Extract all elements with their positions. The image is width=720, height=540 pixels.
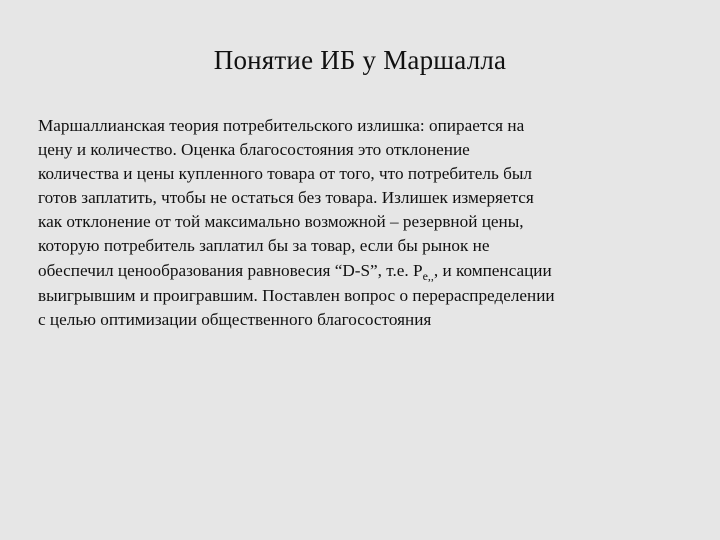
price-subscript: е,, [422, 268, 434, 283]
body-line-8: выигрывшим и проигравшим. Поставлен вопрос о перераспределении [38, 285, 555, 305]
body-line-7-after: , и компенсации [433, 260, 552, 280]
body-line-3: количества и цены купленного товара от того, что потребитель был [38, 164, 533, 184]
body-line-5: как отклонение от той максимально возможной – резервной цены, [38, 212, 524, 232]
slide-title: Понятие ИБ у Маршалла [213, 45, 507, 75]
body-line-9: с целью оптимизации общественного благосостояния [38, 309, 432, 329]
body-line-1: Маршаллианская теория потребительского излишка: опирается на [38, 116, 525, 135]
body-line-7 [38, 259, 658, 284]
body-line-7-before: обеспечил ценообразования равновесия “D-S”, т.е. P [38, 260, 423, 280]
body-line-4: готов заплатить, чтобы не остаться без товара. Излишек измеряется [38, 188, 534, 208]
body-line-6: которую потребитель заплатил бы за товар, если бы рынок не [38, 236, 490, 256]
slide-body [38, 114, 658, 332]
body-line-2: цену и количество. Оценка благосостояния это отклонение [38, 140, 470, 160]
